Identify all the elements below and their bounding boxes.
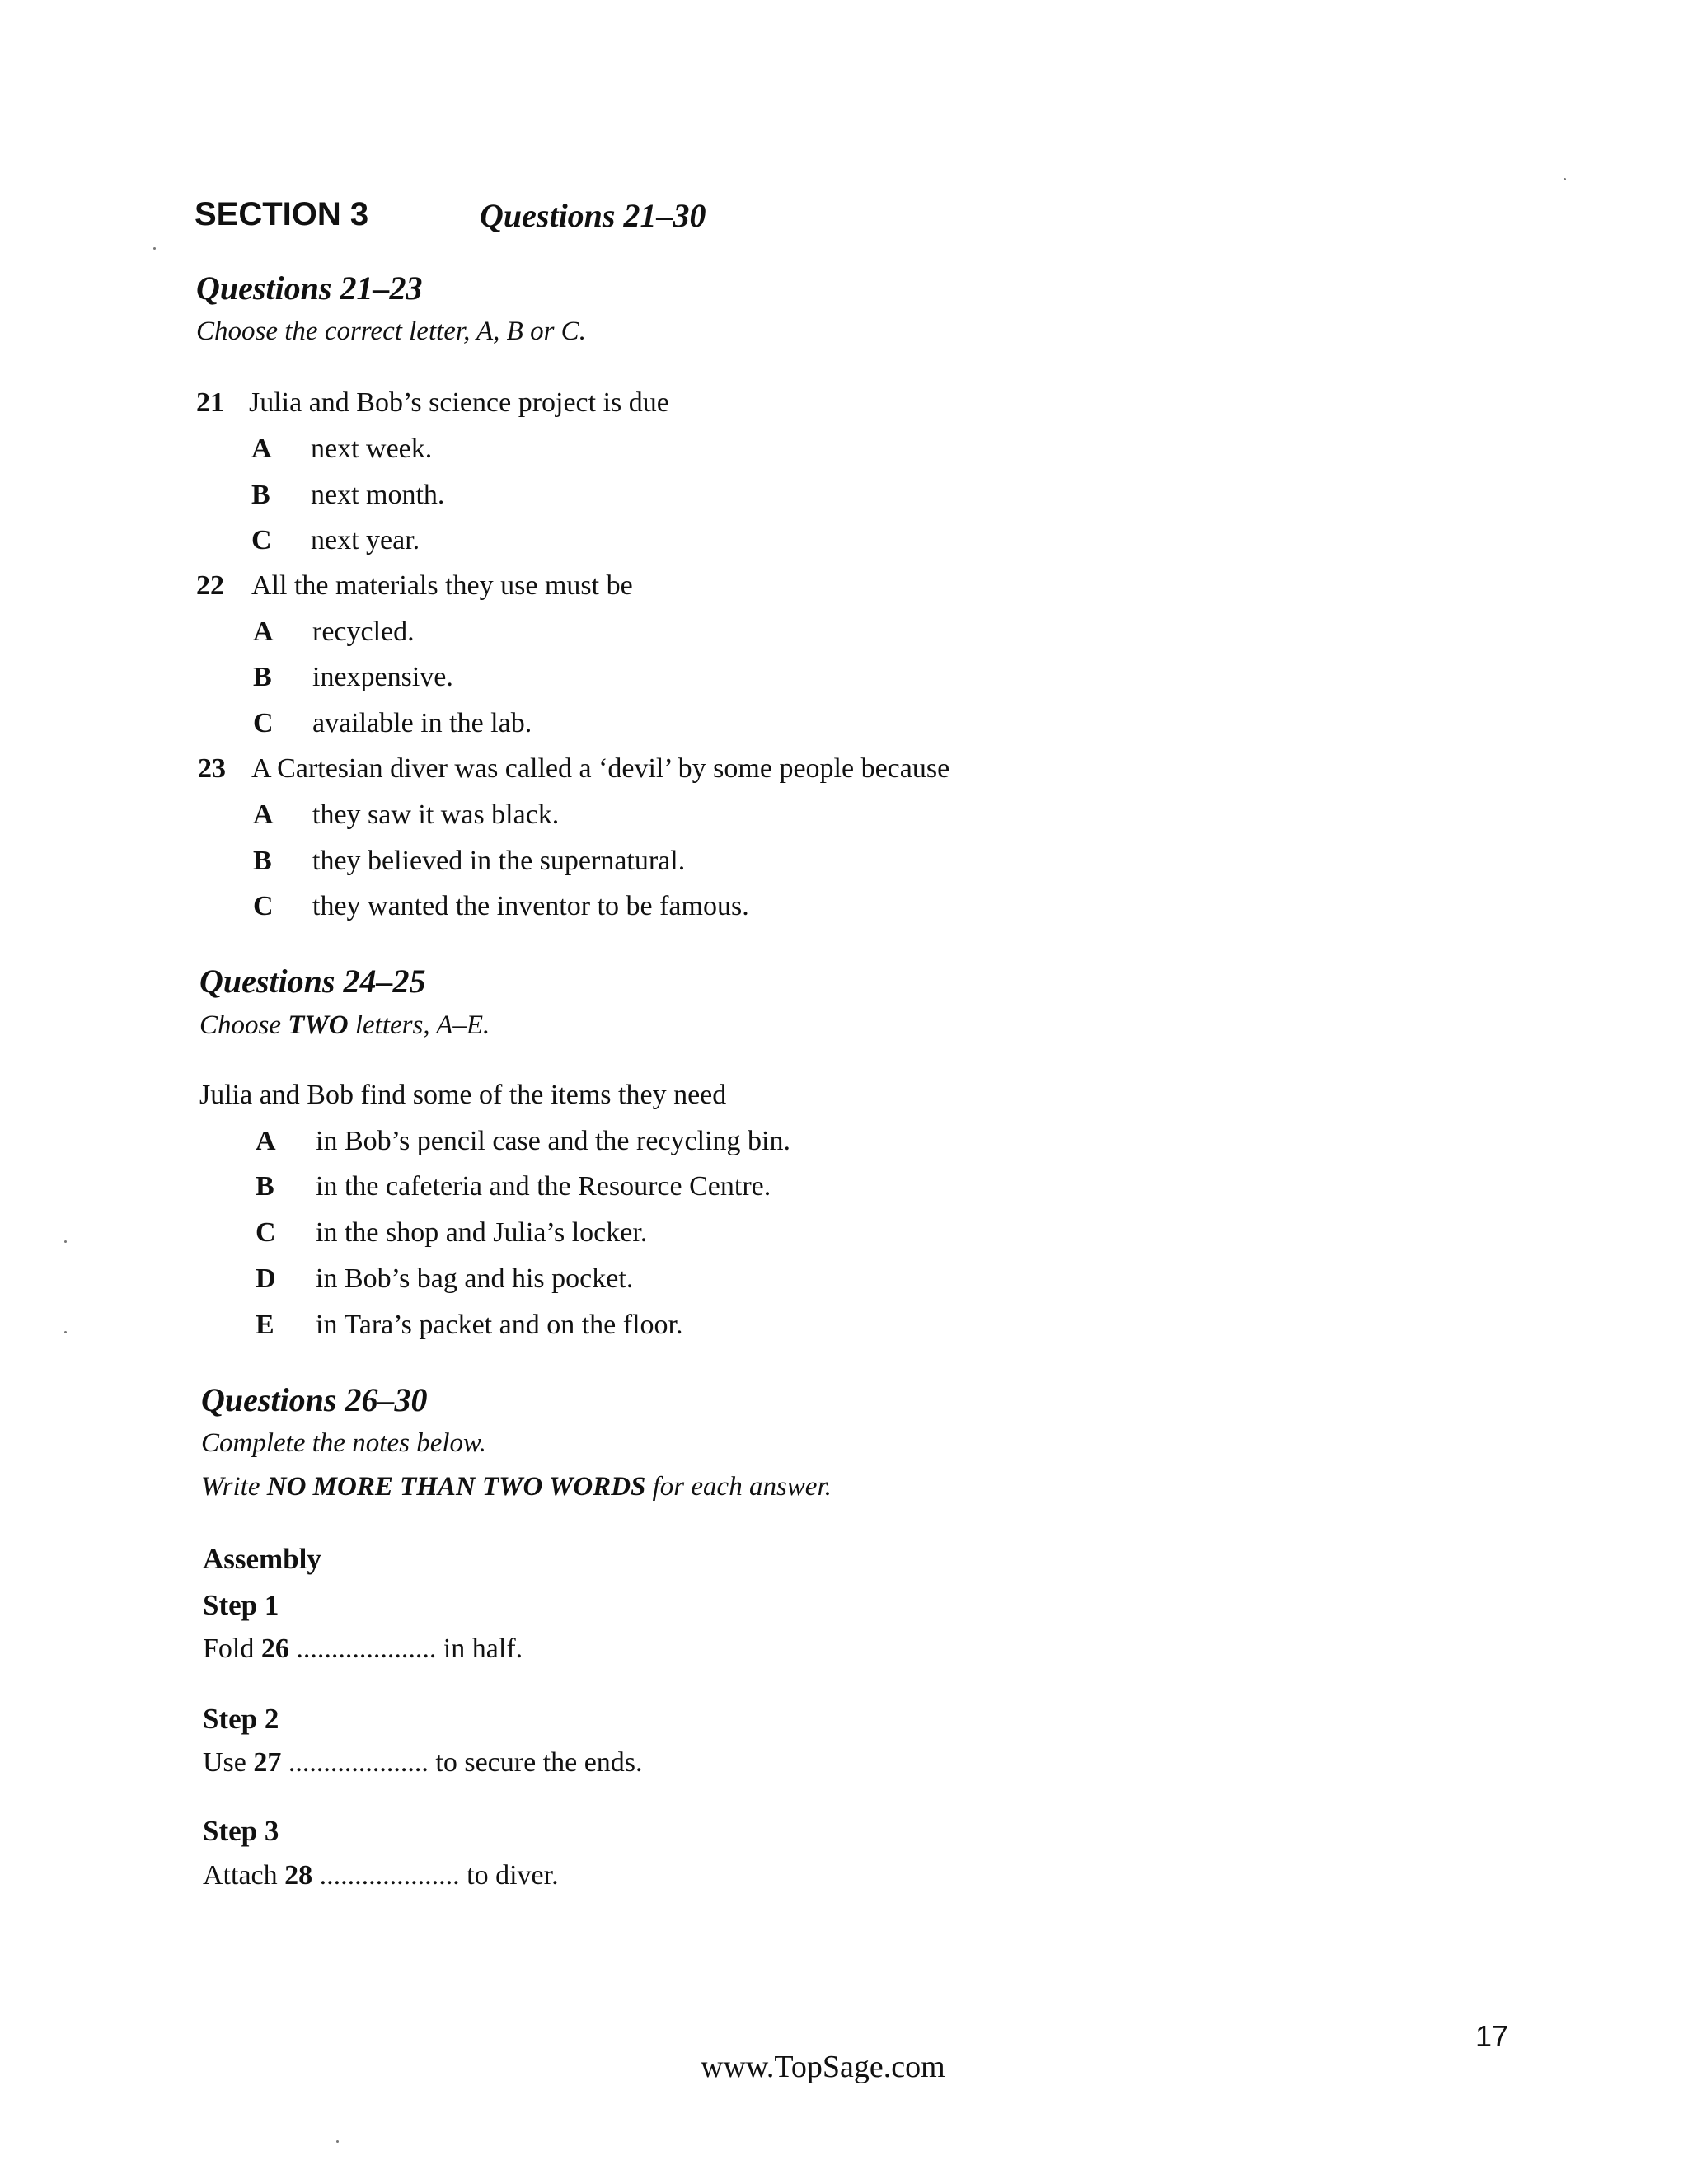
step-line xyxy=(203,1860,559,1891)
question-number: 22 xyxy=(196,570,224,601)
question-text: All the materials they use must be xyxy=(251,570,633,601)
question-number: 21 xyxy=(196,387,224,418)
group2-instruction-bold: TWO xyxy=(288,1010,349,1040)
group2-stem: Julia and Bob find some of the items they need xyxy=(199,1080,727,1110)
scan-speck xyxy=(1564,178,1566,180)
option-letter: A xyxy=(251,434,272,464)
step-text-post: in half. xyxy=(443,1633,523,1664)
gap-number: 27 xyxy=(253,1747,282,1778)
step-label: Step 3 xyxy=(203,1815,279,1847)
step-line xyxy=(203,1747,643,1779)
option-text: recycled. xyxy=(312,616,415,647)
option-letter: B xyxy=(251,480,270,510)
answer-gap: .................... xyxy=(312,1860,467,1891)
step-text-pre: Fold xyxy=(203,1633,261,1664)
step-line xyxy=(203,1633,523,1665)
group3-instruction-2-bold: NO MORE THAN TWO WORDS xyxy=(266,1472,646,1502)
step-label: Step 2 xyxy=(203,1703,279,1735)
option-letter: B xyxy=(256,1171,274,1202)
group2-instruction xyxy=(199,1010,490,1041)
page-number: 17 xyxy=(1475,2019,1509,2053)
group2-instruction-pre: Choose xyxy=(199,1010,288,1040)
question-text: A Cartesian diver was called a ‘devil’ by some people because xyxy=(251,753,950,784)
option-letter: B xyxy=(253,846,272,876)
section-questions-range: Questions 21–30 xyxy=(480,197,706,234)
group3-instruction-2-post: for each answer. xyxy=(645,1472,832,1502)
step-text-post: to secure the ends. xyxy=(435,1747,643,1778)
option-letter: A xyxy=(253,616,274,647)
question-text: Julia and Bob’s science project is due xyxy=(249,387,669,418)
group2-instruction-post: letters, A–E. xyxy=(348,1010,490,1040)
section-label: SECTION 3 xyxy=(195,196,369,232)
option-text: they believed in the supernatural. xyxy=(312,846,686,876)
group3-heading: Questions 26–30 xyxy=(201,1381,428,1418)
option-text: next year. xyxy=(311,525,420,555)
option-text: inexpensive. xyxy=(312,662,453,692)
option-text: in the shop and Julia’s locker. xyxy=(316,1217,648,1248)
option-text: next month. xyxy=(311,480,445,510)
option-text: in Bob’s pencil case and the recycling bin. xyxy=(316,1126,790,1156)
gap-number: 26 xyxy=(260,1633,289,1664)
option-letter: D xyxy=(256,1263,276,1294)
group3-instruction-1: Complete the notes below. xyxy=(201,1428,486,1458)
option-letter: E xyxy=(256,1310,274,1340)
group3-instruction-2-pre: Write xyxy=(201,1472,267,1502)
option-text: they wanted the inventor to be famous. xyxy=(312,891,749,921)
step-label: Step 1 xyxy=(203,1589,279,1621)
group3-instruction-2 xyxy=(201,1472,832,1502)
scan-speck xyxy=(64,1240,67,1243)
notes-title: Assembly xyxy=(203,1543,321,1575)
option-letter: C xyxy=(251,525,272,555)
option-text: in Bob’s bag and his pocket. xyxy=(316,1263,634,1294)
answer-gap: .................... xyxy=(288,1633,443,1664)
question-number: 23 xyxy=(198,753,226,784)
option-letter: C xyxy=(256,1217,276,1248)
step-text-pre: Use xyxy=(203,1747,254,1778)
group1-instruction: Choose the correct letter, A, B or C. xyxy=(196,316,586,346)
scan-speck xyxy=(64,1331,67,1333)
group1-heading: Questions 21–23 xyxy=(196,269,423,307)
option-text: in Tara’s packet and on the floor. xyxy=(316,1310,683,1340)
option-letter: C xyxy=(253,708,274,738)
footer-url: www.TopSage.com xyxy=(701,2050,945,2084)
option-letter: A xyxy=(256,1126,276,1156)
step-text-pre: Attach xyxy=(203,1860,285,1891)
option-text: they saw it was black. xyxy=(312,799,560,830)
option-text: in the cafeteria and the Resource Centre. xyxy=(316,1171,771,1202)
option-letter: B xyxy=(253,662,272,692)
option-letter: C xyxy=(253,891,274,921)
option-text: available in the lab. xyxy=(312,708,532,738)
gap-number: 28 xyxy=(284,1860,313,1891)
answer-gap: .................... xyxy=(281,1747,436,1778)
scan-speck xyxy=(336,2140,339,2143)
option-letter: A xyxy=(253,799,274,830)
step-text-post: to diver. xyxy=(467,1860,559,1891)
group2-heading: Questions 24–25 xyxy=(199,963,426,1000)
option-text: next week. xyxy=(311,434,433,464)
scan-speck xyxy=(153,247,156,250)
